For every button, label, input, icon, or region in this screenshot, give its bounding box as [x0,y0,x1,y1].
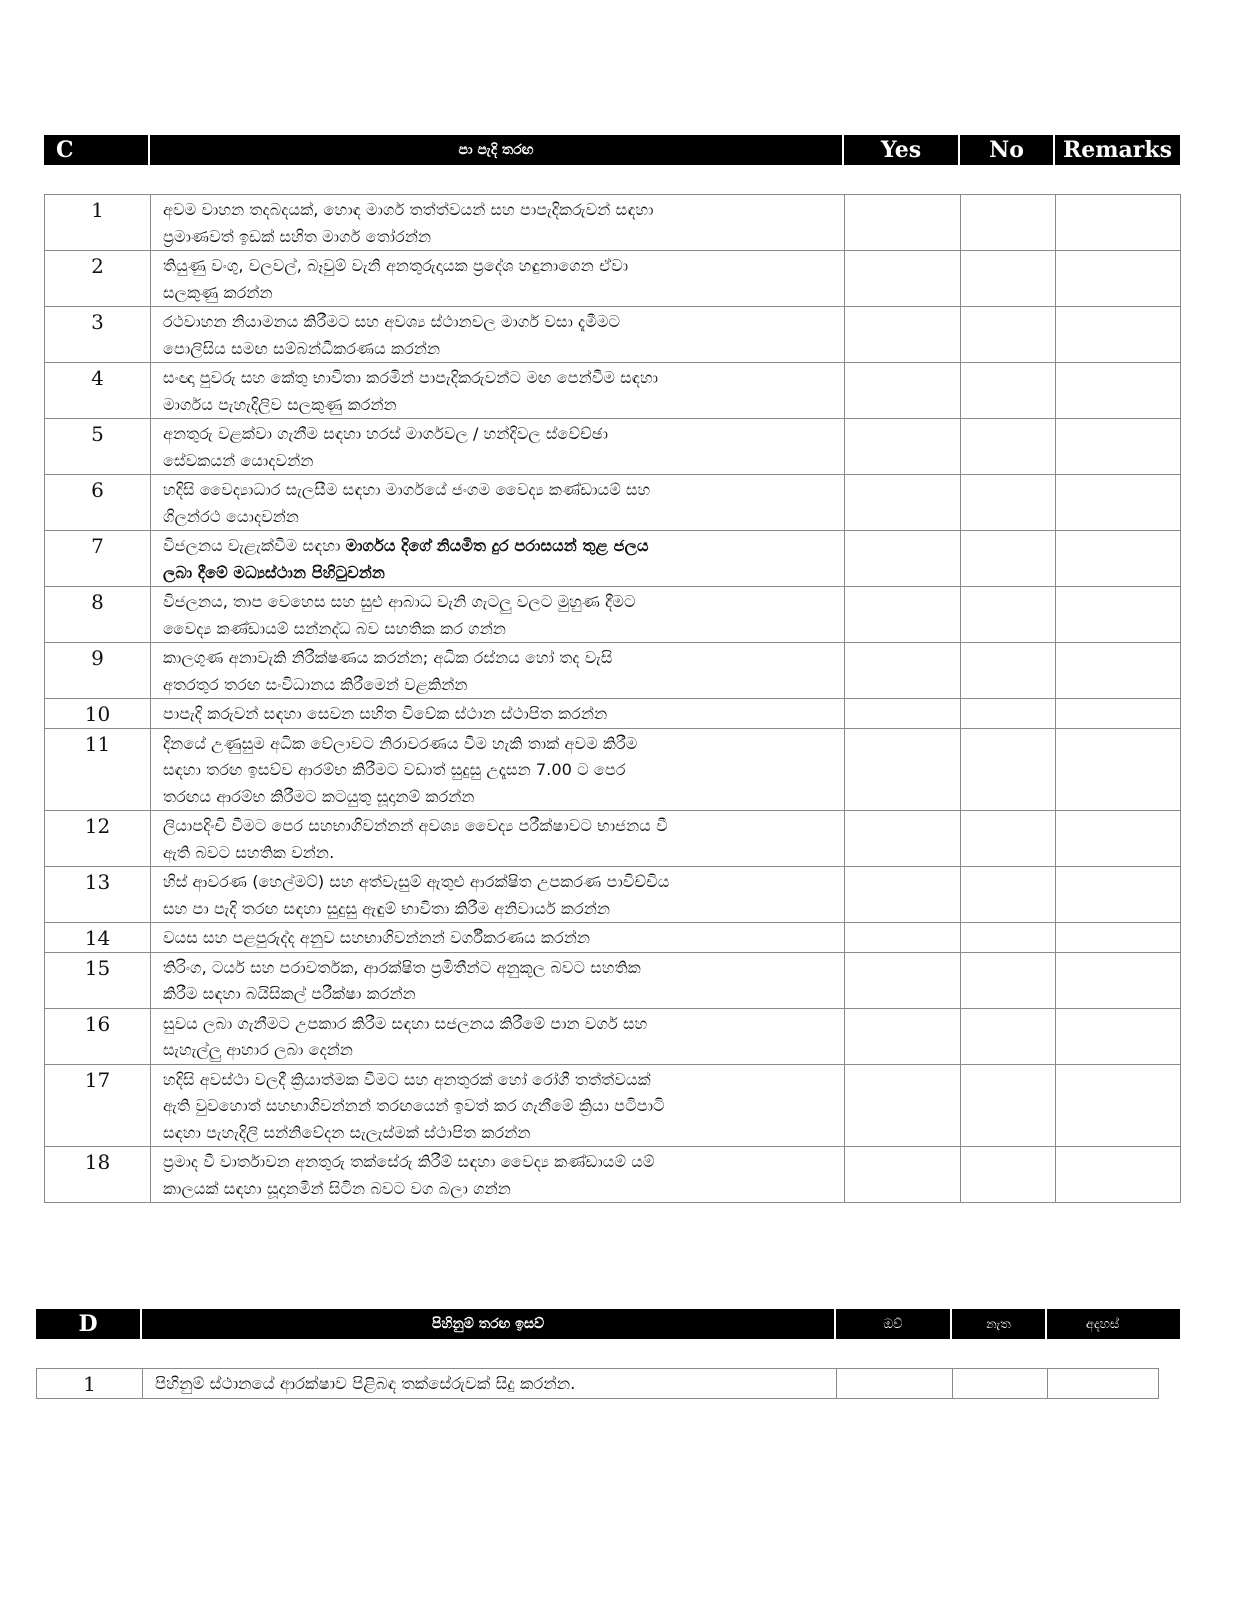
item-text [151,952,845,1008]
yes-cell[interactable] [845,251,961,307]
yes-cell[interactable] [845,307,961,363]
checklist-table-c [44,194,1181,1203]
yes-cell[interactable] [845,419,961,475]
no-cell[interactable] [961,363,1056,419]
checklist-table-d [36,1368,1159,1399]
section-c-header [44,135,1180,165]
item-text [151,923,845,953]
table-row [45,363,1181,419]
table-row [45,251,1181,307]
no-cell[interactable] [961,251,1056,307]
table-row [45,1064,1181,1147]
remarks-column-header: අදහස් [1085,1316,1120,1332]
remarks-cell[interactable] [1048,1369,1159,1399]
yes-column-header: ඔව් [836,1309,952,1339]
table-row [37,1369,1159,1399]
yes-cell[interactable] [845,923,961,953]
no-cell[interactable] [961,923,1056,953]
remarks-cell[interactable] [1056,867,1181,923]
no-cell[interactable] [961,699,1056,729]
no-cell[interactable] [961,1147,1056,1203]
no-cell[interactable] [961,307,1056,363]
remarks-cell[interactable] [1056,363,1181,419]
yes-cell[interactable] [845,952,961,1008]
item-text [151,1008,845,1064]
item-text-line: කාලයක් සඳහා සූදානමින් සිටින බවට වග බලා ගන්න [163,1178,511,1198]
item-text [151,363,845,419]
item-text-line: හදිසි අවස්ථා වලදී ක්‍රියාත්මක වීමට සහ අනතුරක් හෝ රෝගී තත්ත්වයක් [163,1069,651,1089]
remarks-cell[interactable] [1056,419,1181,475]
item-text-line: දිනයේ උණුසුම අධික වේලාවට නිරාවරණය වීම හැකි තාක් අවම කිරීම [163,733,638,753]
item-text [151,251,845,307]
yes-cell[interactable] [845,811,961,867]
yes-cell[interactable] [845,195,961,251]
yes-cell[interactable] [845,728,961,811]
item-text-line: පාපැදි කරුවන් සඳහා සෙවන සහිත විවේක ස්ථාන ස්ථාපිත කරන්න [163,704,608,723]
item-text-line: විජලනය, තාප වෙහෙස සහ සුළු ආබාධ වැනි ගැටලු වලට මුහුණ දීමට [163,592,636,611]
item-text-line: රථවාහන නියාමනය කිරීමට සහ අවශ්‍ය ස්ථානවල මාර්ග වසා දැමීමට [163,312,621,331]
yes-cell[interactable] [845,475,961,531]
no-cell[interactable] [961,419,1056,475]
table-row [45,867,1181,923]
table-row [45,1008,1181,1064]
item-text-line: තියුණු වංගු, වලවල්, බෑවුම් වැනි අනතුරුදායක ප්‍රදේශ හඳුනාගෙන ඒවා [163,256,629,275]
item-text [151,728,845,811]
item-number: 14 [45,923,151,953]
item-number: 1 [37,1369,143,1399]
remarks-cell[interactable] [1056,1008,1181,1064]
no-cell[interactable] [961,811,1056,867]
item-text-line: සැහැල්ලු ආහාර ලබා දෙන්න [163,1040,354,1059]
yes-cell[interactable] [845,1147,961,1203]
no-cell[interactable] [961,531,1056,587]
item-text-line: සේවකයන් යොදවන්න [163,450,314,470]
item-number: 12 [45,811,151,867]
yes-column-header: Yes [844,135,960,165]
item-number: 10 [45,699,151,729]
table-row [45,419,1181,475]
yes-cell[interactable] [845,867,961,923]
item-text-line: සංඥා පුවරු සහ කේතු භාවිතා කරමින් පාපැදිකරුවන්ට මඟ පෙන්වීම සඳහා [163,368,659,387]
remarks-cell[interactable] [1056,307,1181,363]
item-number: 13 [45,867,151,923]
item-text-line: පොලිසිය සමඟ සම්බන්ධීකරණය කරන්න [163,338,441,358]
item-number: 9 [45,643,151,699]
no-cell[interactable] [953,1369,1048,1399]
section-d [36,1309,1180,1399]
section-title: පිහිනුම් තරඟ ඉසව් [142,1309,836,1339]
remarks-cell[interactable] [1056,952,1181,1008]
yes-cell[interactable] [845,1008,961,1064]
no-cell[interactable] [961,952,1056,1008]
table-row [45,952,1181,1008]
item-number: 2 [45,251,151,307]
yes-cell[interactable] [845,531,961,587]
item-text-line: ඇති බවට සහතික වන්න. [163,842,335,862]
no-cell[interactable] [961,1008,1056,1064]
item-text [151,531,845,587]
item-text-line: සඳහා පැහැදිලි සන්නිවේදන සැලැස්මක් ස්ථාපිත කරන්න [163,1122,531,1142]
item-number: 17 [45,1064,151,1147]
item-text-line: වෛද්‍ය කණ්ඩායම් සන්නද්ධ බව සහතික කර ගන්න [163,618,507,638]
item-text-line: කාලගුණ අනාවැකි නිරීක්ෂණය කරන්න; අධික රස්නය හෝ තද වැසි [163,648,613,667]
item-text-line: සලකුණු කරන්න [163,282,273,302]
item-text-line: ප්‍රමාද වී වාර්තාවන අනතුරු තක්සේරු කිරීම් සඳහා වෛද්‍ය කණ්ඩායම් යම් [163,1152,655,1171]
table-row [45,475,1181,531]
item-text-line: හිස් ආවරණ (හෙල්මට්) සහ අත්වැසුම් ඇතුළු ආරක්ෂිත උපකරණ පාවිච්චිය [163,872,670,891]
item-text-line: ප්‍රමාණවත් ඉඩක් සහිත මාර්ග තෝරන්න [163,226,432,246]
no-cell[interactable] [961,867,1056,923]
item-text [151,1147,845,1203]
no-column-header: නැත [952,1309,1047,1339]
item-number: 8 [45,587,151,643]
table-row [45,811,1181,867]
item-text-line: තිරිංග, ටයර් සහ පරාවර්තක, ආරක්ෂිත ප්‍රමිතීන්ට අනුකූල බවට සහතික [163,957,641,977]
item-number: 4 [45,363,151,419]
item-text [151,475,845,531]
table-row [45,728,1181,811]
item-number: 6 [45,475,151,531]
table-row [45,1147,1181,1203]
remarks-cell[interactable] [1056,811,1181,867]
item-text [151,1064,845,1147]
item-text-line: කිරීම සඳහා බයිසිකල් පරීක්ෂා කරන්න [163,984,416,1003]
table-row [45,531,1181,587]
item-text-line: අතරතුර තරඟ සංවිධානය කිරීමෙන් වළකින්න [163,674,468,694]
item-text [151,307,845,363]
item-text [151,195,845,251]
no-cell[interactable] [961,475,1056,531]
yes-cell[interactable] [845,363,961,419]
item-text-line: සඳහා තරඟ ඉසව්ව ආරම්භ කිරීමට වඩාත් සුදුසු උදෑසන 7.00 ට පෙර [163,760,626,779]
item-number: 16 [45,1008,151,1064]
remarks-cell[interactable] [1056,195,1181,251]
remarks-cell[interactable] [1056,1147,1181,1203]
item-text-line: මාර්ගය පැහැදිලිව සලකුණු කරන්න [163,394,397,414]
item-text-line: ලබා දීමේ මධ්‍යස්ථාන පිහිටුවන්න [163,562,386,582]
item-number: 3 [45,307,151,363]
yes-cell[interactable] [845,587,961,643]
no-column-header: No [960,135,1055,165]
section-title: පා පැදි තරඟ [150,135,844,165]
item-text-line: ගිලන්රථ යොදවන්න [163,506,300,526]
item-text-line: පිහිනුම් ස්ථානයේ ආරක්ෂාව පිළිබඳ තක්සේරුවක් සිදු කරන්න. [155,1374,576,1393]
yes-cell[interactable] [845,1064,961,1147]
table-row [45,587,1181,643]
item-number: 5 [45,419,151,475]
item-text [151,643,845,699]
item-text-line: හදිසි වෛද්‍යාධාර සැලසීම සඳහා මාර්ගයේ ජංගම වෛද්‍ය කණ්ඩායම් සහ [163,480,651,499]
item-text-line: අවම වාහන තදබදයක්, හොඳ මාර්ග තත්ත්වයන් සහ පාපැදිකරුවන් සඳහා [163,200,654,219]
table-row [45,195,1181,251]
item-text-line: ලියාපදිංචි වීමට පෙර සහභාගිවන්නන් අවශ්‍ය වෛද්‍ය පරීක්ෂාවට භාජනය වී [163,816,668,835]
no-cell[interactable] [961,195,1056,251]
item-text [151,419,845,475]
item-text-line: විජලනය වැළැක්වීම සඳහා මාර්ගය දිගේ නියමිත දුර පරාසයන් තුළ ජලය [163,536,649,555]
item-text-line: අනතුරු වළක්වා ගැනීම සඳහා හරස් මාර්ගවල / හන්දිවල ස්වේච්ඡා [163,424,609,443]
section-code: C [44,135,150,165]
item-text [151,811,845,867]
item-text-line: වයස සහ පළපුරුද්ද අනුව සහභාගිවන්නන් වර්ගීකරණය කරන්න [163,928,591,947]
remarks-column-header: Remarks [1062,137,1173,163]
item-text-line: ඇති වුවහොත් සහභාගිවන්නන් තරඟයෙන් ඉවත් කර ගැනීමේ ක්‍රියා පටිපාටි [163,1096,665,1115]
no-cell[interactable] [961,587,1056,643]
item-text-line: සුවය ලබා ගැනීමට උපකාර කිරීම සඳහා සජලනය කිරීමේ පාන වර්ග සහ [163,1013,648,1033]
remarks-cell[interactable] [1056,587,1181,643]
item-number: 11 [45,728,151,811]
remarks-cell[interactable] [1056,475,1181,531]
item-number: 15 [45,952,151,1008]
item-text [151,587,845,643]
item-text-line: තරඟය ආරම්භ කිරීමට කටයුතු සූදානම් කරන්න [163,786,475,806]
yes-cell[interactable] [845,699,961,729]
table-row [45,923,1181,953]
remarks-cell[interactable] [1056,643,1181,699]
table-row [45,307,1181,363]
remarks-cell[interactable] [1056,251,1181,307]
section-code: D [36,1309,142,1339]
table-row [45,643,1181,699]
no-cell[interactable] [961,643,1056,699]
item-text [151,867,845,923]
yes-cell[interactable] [845,643,961,699]
item-text [143,1369,837,1399]
remarks-cell[interactable] [1056,531,1181,587]
section-c [44,135,1180,1203]
item-number: 18 [45,1147,151,1203]
remarks-cell[interactable] [1056,728,1181,811]
table-row [45,699,1181,729]
no-cell[interactable] [961,1064,1056,1147]
remarks-cell[interactable] [1056,923,1181,953]
yes-cell[interactable] [837,1369,953,1399]
remarks-cell[interactable] [1056,1064,1181,1147]
item-number: 7 [45,531,151,587]
item-number: 1 [45,195,151,251]
no-cell[interactable] [961,728,1056,811]
item-text-line: සහ පා පැදි තරඟ සඳහා සුදුසු ඇඳුම් භාවිතා කිරීම අනිවාර්ය කරන්න [163,898,611,918]
item-text [151,699,845,729]
remarks-cell[interactable] [1056,699,1181,729]
section-d-header [36,1309,1180,1339]
